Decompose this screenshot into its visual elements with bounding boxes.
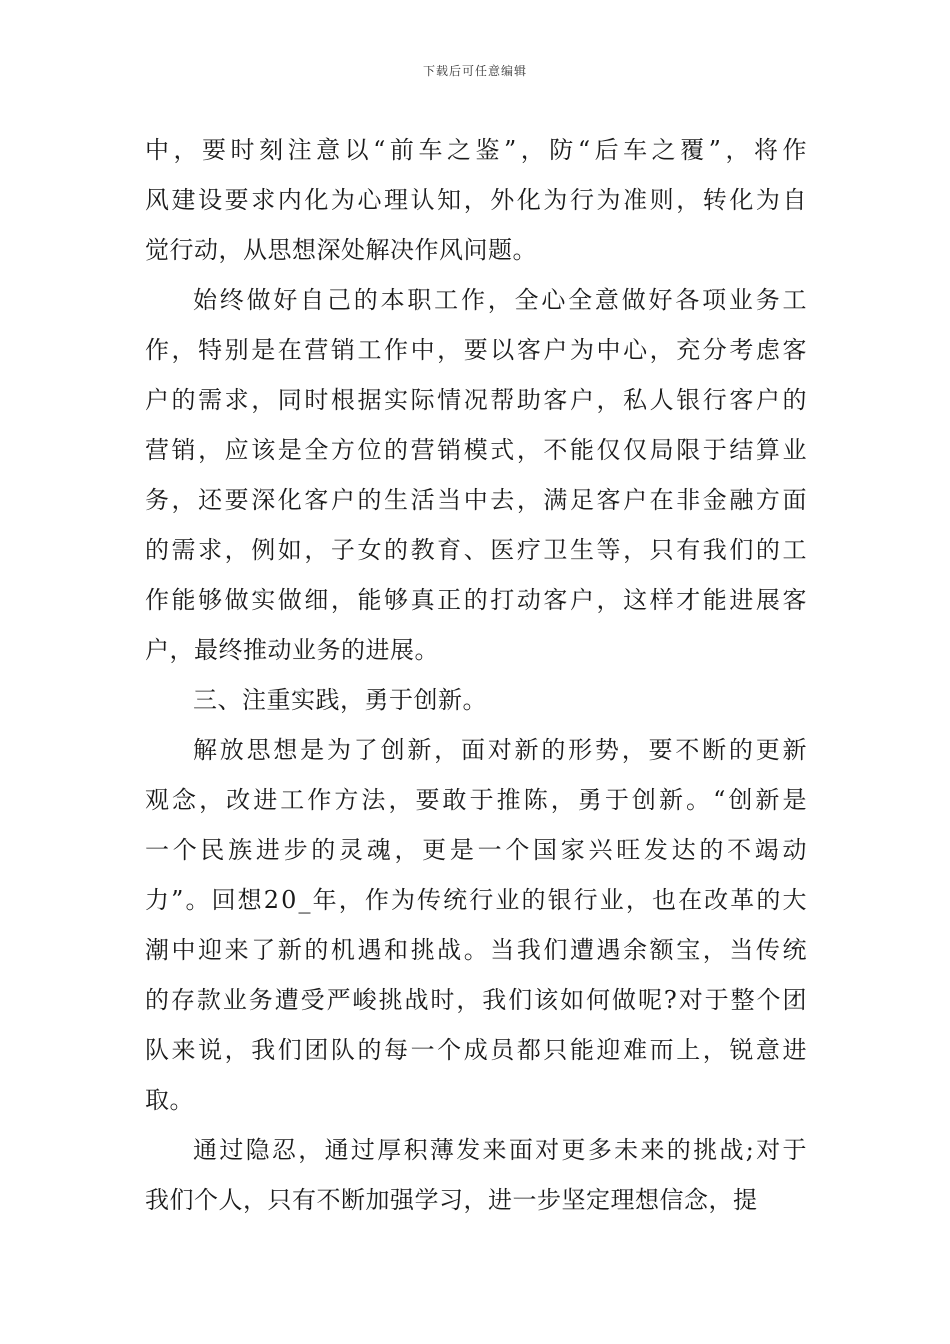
paragraph-line: 作能够做实做细，能够真正的打动客户，这样才能进展客 <box>145 586 810 614</box>
paragraph-line: 解放思想是为了创新，面对新的形势，要不断的更新 <box>193 736 810 764</box>
page-header: 下载后可任意编辑 <box>422 64 527 78</box>
paragraph-line: 力”。回想20_年，作为传统行业的银行业，也在改革的大 <box>145 886 809 914</box>
paragraph-line: 务，还要深化客户的生活当中去，满足客户在非金融方面 <box>145 486 810 514</box>
paragraph <box>145 125 812 275</box>
paragraph-line: 户，最终推动业务的进展。 <box>145 636 439 664</box>
paragraph-line: 潮中迎来了新的机遇和挑战。当我们遭遇余额宝，当传统 <box>145 936 810 964</box>
paragraph-line: 观念，改进工作方法，要敢于推陈，勇于创新。“创新是 <box>145 786 810 814</box>
paragraph-line: 通过隐忍，通过厚积薄发来面对更多未来的挑战;对于 <box>193 1136 809 1164</box>
paragraph <box>145 275 810 675</box>
paragraph <box>145 725 811 1125</box>
document-body <box>145 125 812 1225</box>
paragraph-line: 户的需求，同时根据实际情况帮助客户，私人银行客户的 <box>145 386 810 414</box>
paragraph-line: 的需求，例如，子女的教育、医疗卫生等，只有我们的工 <box>145 536 810 564</box>
paragraph-line: 队来说，我们团队的每一个成员都只能迎难而上，锐意进 <box>145 1036 810 1064</box>
paragraph-line: 营销，应该是全方位的营销模式，不能仅仅局限于结算业 <box>145 436 810 464</box>
paragraph-line: 三、注重实践，勇于创新。 <box>193 686 487 714</box>
paragraph-line: 作，特别是在营销工作中，要以客户为中心，充分考虑客 <box>145 336 810 364</box>
paragraph-line: 我们个人，只有不断加强学习，进一步坚定理想信念，提 <box>145 1186 758 1214</box>
paragraph-line: 觉行动，从思想深处解决作风问题。 <box>145 236 537 264</box>
paragraph-line: 中，要时刻注意以“前车之鉴”，防“后车之覆”，将作 <box>145 136 812 164</box>
paragraph-line: 风建设要求内化为心理认知，外化为行为准则，转化为自 <box>145 186 810 214</box>
paragraph-line: 始终做好自己的本职工作，全心全意做好各项业务工 <box>193 286 810 314</box>
paragraph <box>145 1125 807 1225</box>
paragraph-line: 取。 <box>145 1086 194 1114</box>
paragraph-line: 的存款业务遭受严峻挑战时，我们该如何做呢?对于整个团 <box>145 986 809 1014</box>
paragraph <box>145 675 807 725</box>
paragraph-line: 一个民族进步的灵魂，更是一个国家兴旺发达的不竭动 <box>145 836 811 864</box>
